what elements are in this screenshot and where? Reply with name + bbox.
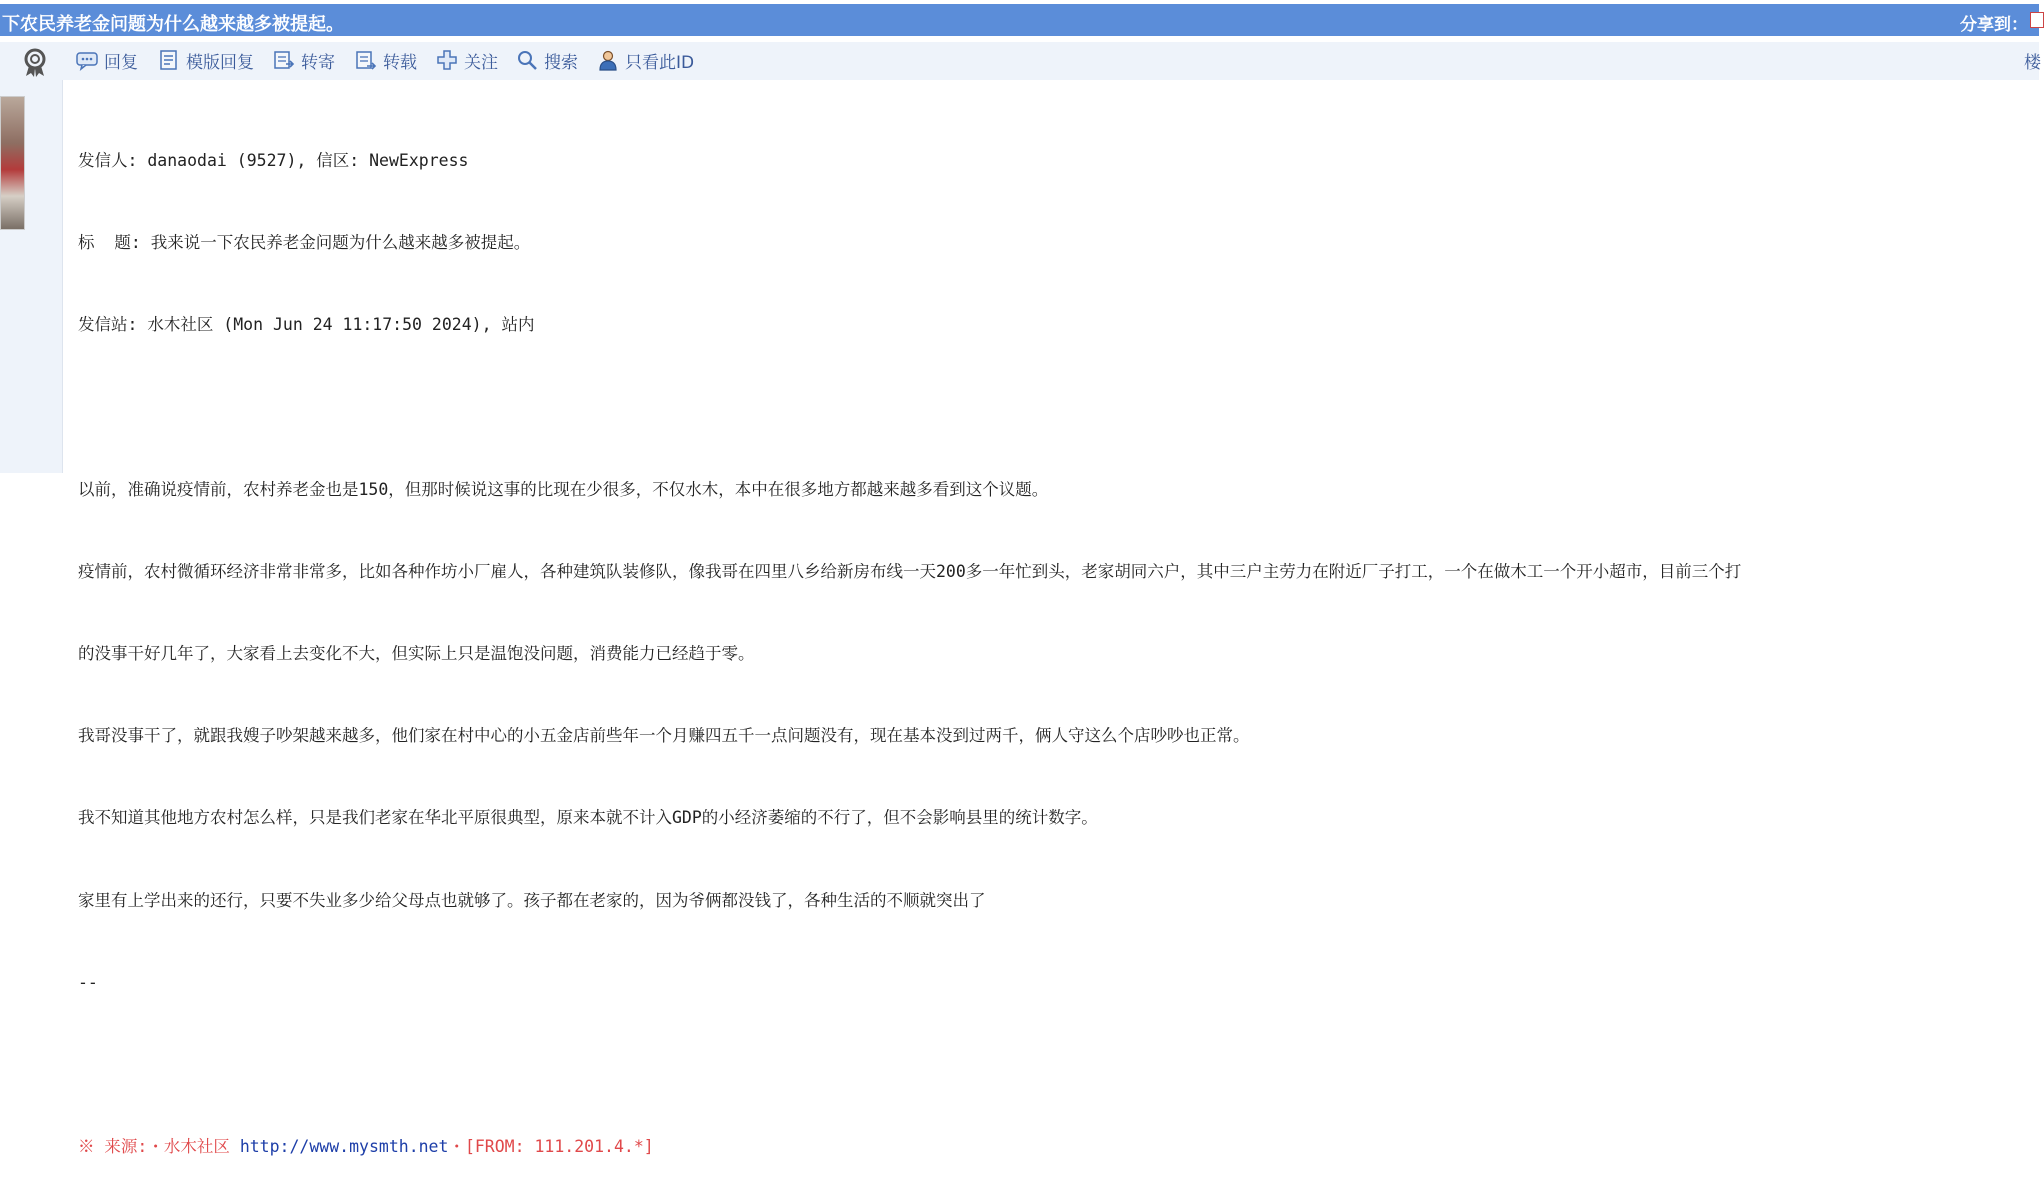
follow-label: 关注 [464, 52, 498, 73]
only-author-button[interactable] [597, 46, 694, 74]
share-label: 分享到： [1960, 15, 2028, 35]
post-body-line: 的没事干好几年了，大家看上去变化不大，但实际上只是温饱没问题，消费能力已经趋于零。 [78, 644, 755, 664]
repost-button[interactable] [355, 46, 417, 74]
avatar[interactable] [0, 96, 25, 230]
spacer [78, 393, 1741, 420]
post-body [78, 92, 1741, 1188]
search-button[interactable] [516, 46, 578, 74]
post-body-line: 我哥没事干了，就跟我嫂子吵架越来越多，他们家在村中心的小五金店前些年一个月赚四五千一点问题没有，现在基本没到过两千，俩人守这么个店吵吵也正常。 [78, 726, 1250, 746]
reply-label: 回复 [104, 52, 138, 73]
plus-icon [436, 49, 458, 71]
share-weibo-icon[interactable] [2030, 12, 2044, 28]
template-reply-button[interactable] [158, 46, 254, 74]
forward-icon [273, 49, 295, 71]
signature-source: ※ 来源:・水木社区 [78, 1137, 240, 1157]
forward-label: 转寄 [301, 52, 335, 73]
medal-icon [22, 48, 48, 82]
repost-icon [355, 49, 377, 71]
post-body-line: 家里有上学出来的还行，只要不失业多少给父母点也就够了。孩子都在老家的，因为爷俩都没钱了，各种生活的不顺就突出了 [78, 890, 986, 910]
spacer [78, 1051, 1741, 1078]
page-title: 下农民养老金问题为什么越来越多被提起。 [2, 14, 344, 35]
search-icon [516, 49, 538, 71]
template-icon [158, 49, 180, 71]
site-link[interactable]: http://www.mysmth.net [239, 1137, 449, 1157]
signature-from: ・[FROM: 111.201.4.*] [448, 1137, 654, 1157]
user-icon [597, 49, 619, 71]
post-title-line: 标 题: 我来说一下农民养老金问题为什么越来越多被提起。 [78, 233, 531, 253]
floor-label: 楼 [2024, 53, 2041, 73]
follow-button[interactable] [436, 46, 498, 74]
template-reply-label: 模版回复 [186, 52, 254, 73]
reply-icon [76, 50, 98, 70]
only-author-label: 只看此ID [625, 52, 695, 73]
post-body-line: 我不知道其他地方农村怎么样，只是我们老家在华北平原很典型，原来本就不计入GDP的小经济萎缩的不行了，但不会影响县里的统计数字。 [78, 808, 1098, 828]
reply-button[interactable] [76, 46, 138, 74]
post-sender-line: 发信人: danaodai (9527), 信区: NewExpress [78, 150, 469, 170]
post-signature [78, 1133, 1741, 1160]
search-label: 搜索 [544, 52, 578, 73]
post-station-line: 发信站: 水木社区 (Mon Jun 24 11:17:50 2024), 站内 [78, 315, 535, 335]
divider [62, 80, 63, 473]
post-body-line: 以前，准确说疫情前，农村养老金也是150，但那时候说这事的比现在少很多，不仅水木，本中在很多地方都越来越多看到这个议题。 [78, 479, 1049, 499]
repost-label: 转载 [383, 52, 417, 73]
signature-separator: -- [78, 972, 98, 992]
title-bar [0, 4, 2039, 36]
forward-button[interactable] [273, 46, 335, 74]
post-body-line: 疫情前，农村微循环经济非常非常多，比如各种作坊小厂雇人，各种建筑队装修队，像我哥在四里八乡给新房布线一天200多一年忙到头，老家胡同六户，其中三户主劳力在附近厂子打工，一个在做木工一个开小超市，目前三个打 [78, 561, 1742, 581]
